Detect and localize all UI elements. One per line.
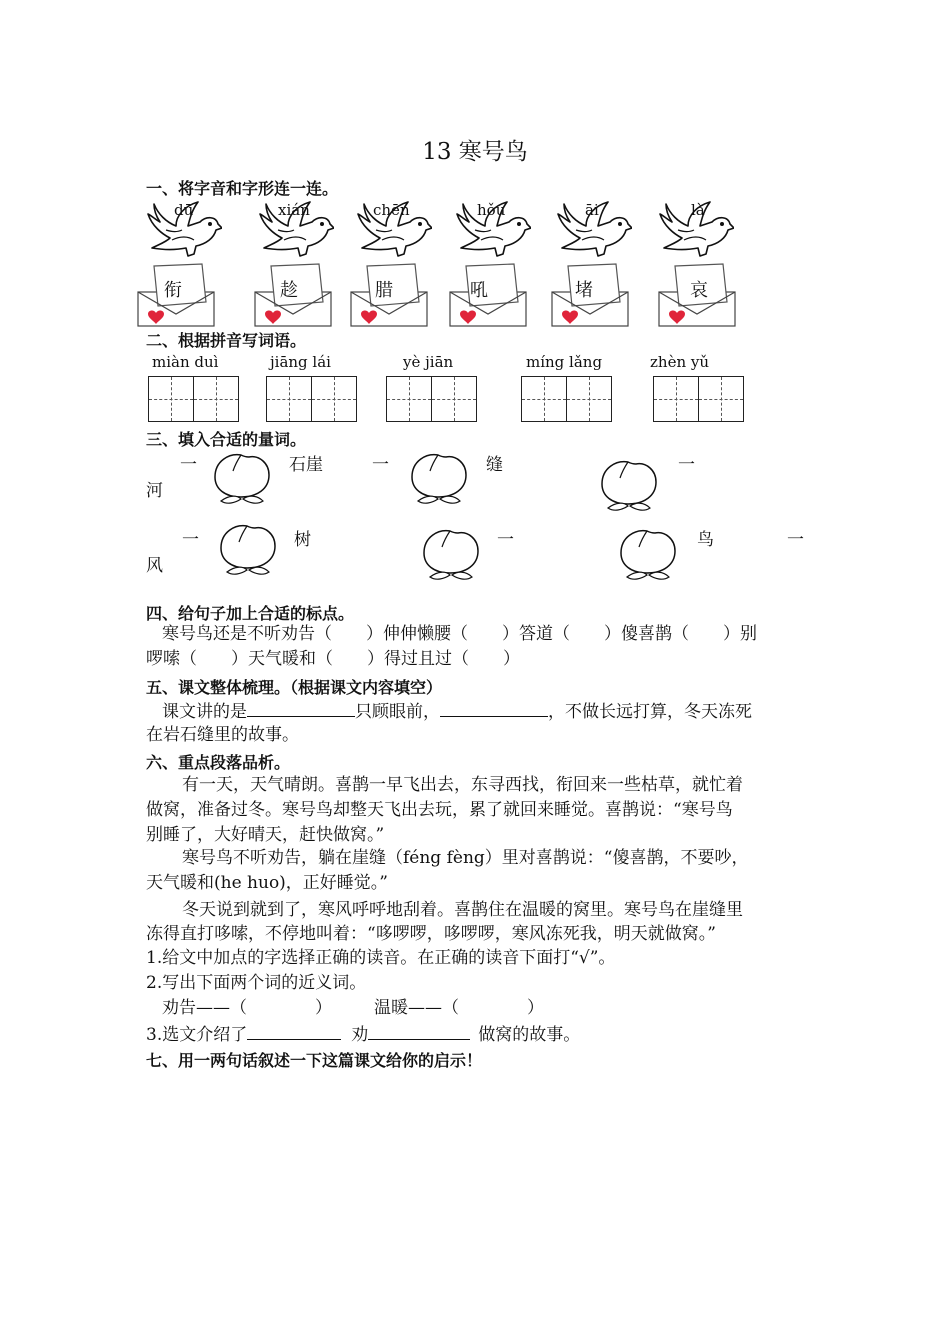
q3-text-3: 做窝的故事。: [478, 1025, 581, 1045]
summary-line-1: [162, 698, 752, 724]
summary-text-1: 课文讲的是: [162, 702, 247, 722]
section-5-heading: 五、课文整体梳理。（根据课文内容填空）: [146, 678, 443, 697]
summary-text-2: 只顾眼前，: [355, 702, 440, 722]
section-6-heading: 六、重点段落品析。: [146, 753, 291, 772]
summary-line-2: 在岩石缝里的故事。: [146, 725, 299, 745]
page-title: 13 寒号鸟: [422, 139, 528, 165]
punct-line-2: 啰嗦（ ）天气暖和（ ）得过且过（ ）: [146, 649, 520, 669]
peach-answer-blank[interactable]: [211, 451, 273, 509]
measure-yi-6: 一: [787, 530, 804, 550]
question-3: [146, 1021, 580, 1047]
match-char[interactable]: 吼: [470, 280, 488, 301]
q3-text-2: 劝: [351, 1025, 369, 1045]
section-2-heading: 二、根据拼音写词语。: [146, 331, 307, 350]
match-char[interactable]: 堵: [575, 280, 593, 301]
passage-p1-l2: 做窝，准备过冬。寒号鸟却整天飞出去玩，累了就回来睡觉。喜鹊说：“寒号鸟: [146, 800, 733, 820]
match-char[interactable]: 衔: [164, 280, 182, 301]
writing-grid-5[interactable]: [653, 376, 744, 422]
pinyin-word-5: zhèn yǔ: [650, 353, 710, 371]
section-1-heading: 一、将字音和字形连一连。: [146, 179, 339, 198]
pinyin-word-1: miàn duì: [152, 353, 219, 371]
measure-yi-4: 一: [182, 530, 199, 550]
passage-p1-l3: 别睡了，大好晴天，赶快做窝。”: [146, 825, 385, 845]
match-pinyin[interactable]: xián: [278, 201, 310, 219]
peach-answer-blank[interactable]: [617, 527, 679, 585]
q3-text-1: 3.选文介绍了: [146, 1025, 248, 1045]
match-char[interactable]: 腊: [375, 280, 393, 301]
question-2: 2.写出下面两个词的近义词。: [146, 973, 367, 993]
peach-answer-blank[interactable]: [598, 458, 660, 516]
match-pinyin[interactable]: āi: [585, 201, 599, 219]
writing-grid-2[interactable]: [266, 376, 357, 422]
match-pinyin[interactable]: là: [691, 201, 705, 219]
match-pinyin[interactable]: hǒu: [477, 201, 506, 219]
question-2a: 劝告——（ ）: [162, 998, 332, 1018]
passage-p1-l1: 有一天，天气晴朗。喜鹊一早飞出去，东寻西找，衔回来一些枯草，就忙着: [182, 775, 743, 795]
measure-noun-shu: 树: [294, 530, 311, 550]
match-pinyin[interactable]: dū: [174, 201, 194, 219]
passage-p3-l1: 冬天说到就到了，寒风呼呼地刮着。喜鹊住在温暖的窝里。寒号鸟在崖缝里: [182, 900, 743, 920]
passage-p3-l2: 冻得直打哆嗦，不停地叫着：“哆啰啰，哆啰啰，寒风冻死我，明天就做窝。”: [146, 924, 716, 944]
summary-text-3: ，不做长远打算，冬天冻死: [548, 702, 752, 722]
writing-grid-3[interactable]: [386, 376, 477, 422]
match-char[interactable]: 哀: [690, 280, 708, 301]
passage-p2-l1: 寒号鸟不听劝告，躺在崖缝（féng fèng）里对喜鹊说：“傻喜鹊，不要吵，: [182, 848, 749, 868]
pinyin-word-4: míng lǎng: [526, 353, 603, 371]
summary-blank-1[interactable]: [247, 698, 355, 717]
punct-line-1: 寒号鸟还是不听劝告（ ）伸伸懒腰（ ）答道（ ）傻喜鹊（ ）别: [162, 624, 757, 644]
section-3-heading: 三、填入合适的量词。: [146, 430, 307, 449]
match-pinyin[interactable]: chēn: [373, 201, 410, 219]
peach-answer-blank[interactable]: [420, 527, 482, 585]
measure-yi-2: 一: [372, 455, 389, 475]
measure-yi-5: 一: [497, 530, 514, 550]
pinyin-word-2: jiāng lái: [270, 353, 331, 371]
pinyin-word-3: yè jiān: [403, 353, 454, 371]
section-4-heading: 四、给句子加上合适的标点。: [146, 604, 355, 623]
summary-blank-2[interactable]: [440, 698, 548, 717]
measure-yi-1: 一: [180, 455, 197, 475]
question-1: 1.给文中加点的字选择正确的读音。在正确的读音下面打“√”。: [146, 948, 616, 968]
q3-blank-1[interactable]: [247, 1021, 341, 1040]
measure-noun-niao: 鸟: [697, 530, 714, 550]
measure-yi-3: 一: [678, 455, 695, 475]
envelope-icon: [448, 262, 528, 328]
passage-p2-l2: 天气暖和(he huo)，正好睡觉。”: [146, 873, 389, 893]
question-2b: 温暖——（ ）: [374, 998, 544, 1018]
measure-noun-he: 河: [146, 481, 163, 501]
writing-grid-1[interactable]: [148, 376, 239, 422]
peach-answer-blank[interactable]: [408, 451, 470, 509]
q3-blank-2[interactable]: [368, 1021, 470, 1040]
measure-noun-feng2: 风: [146, 556, 163, 576]
peach-answer-blank[interactable]: [217, 522, 279, 580]
match-char[interactable]: 趁: [280, 280, 298, 301]
measure-noun-shiya: 石崖: [289, 455, 323, 475]
section-7-heading: 七、用一两句话叙述一下这篇课文给你的启示！: [146, 1051, 483, 1070]
writing-grid-4[interactable]: [521, 376, 612, 422]
measure-noun-feng: 缝: [486, 455, 503, 475]
